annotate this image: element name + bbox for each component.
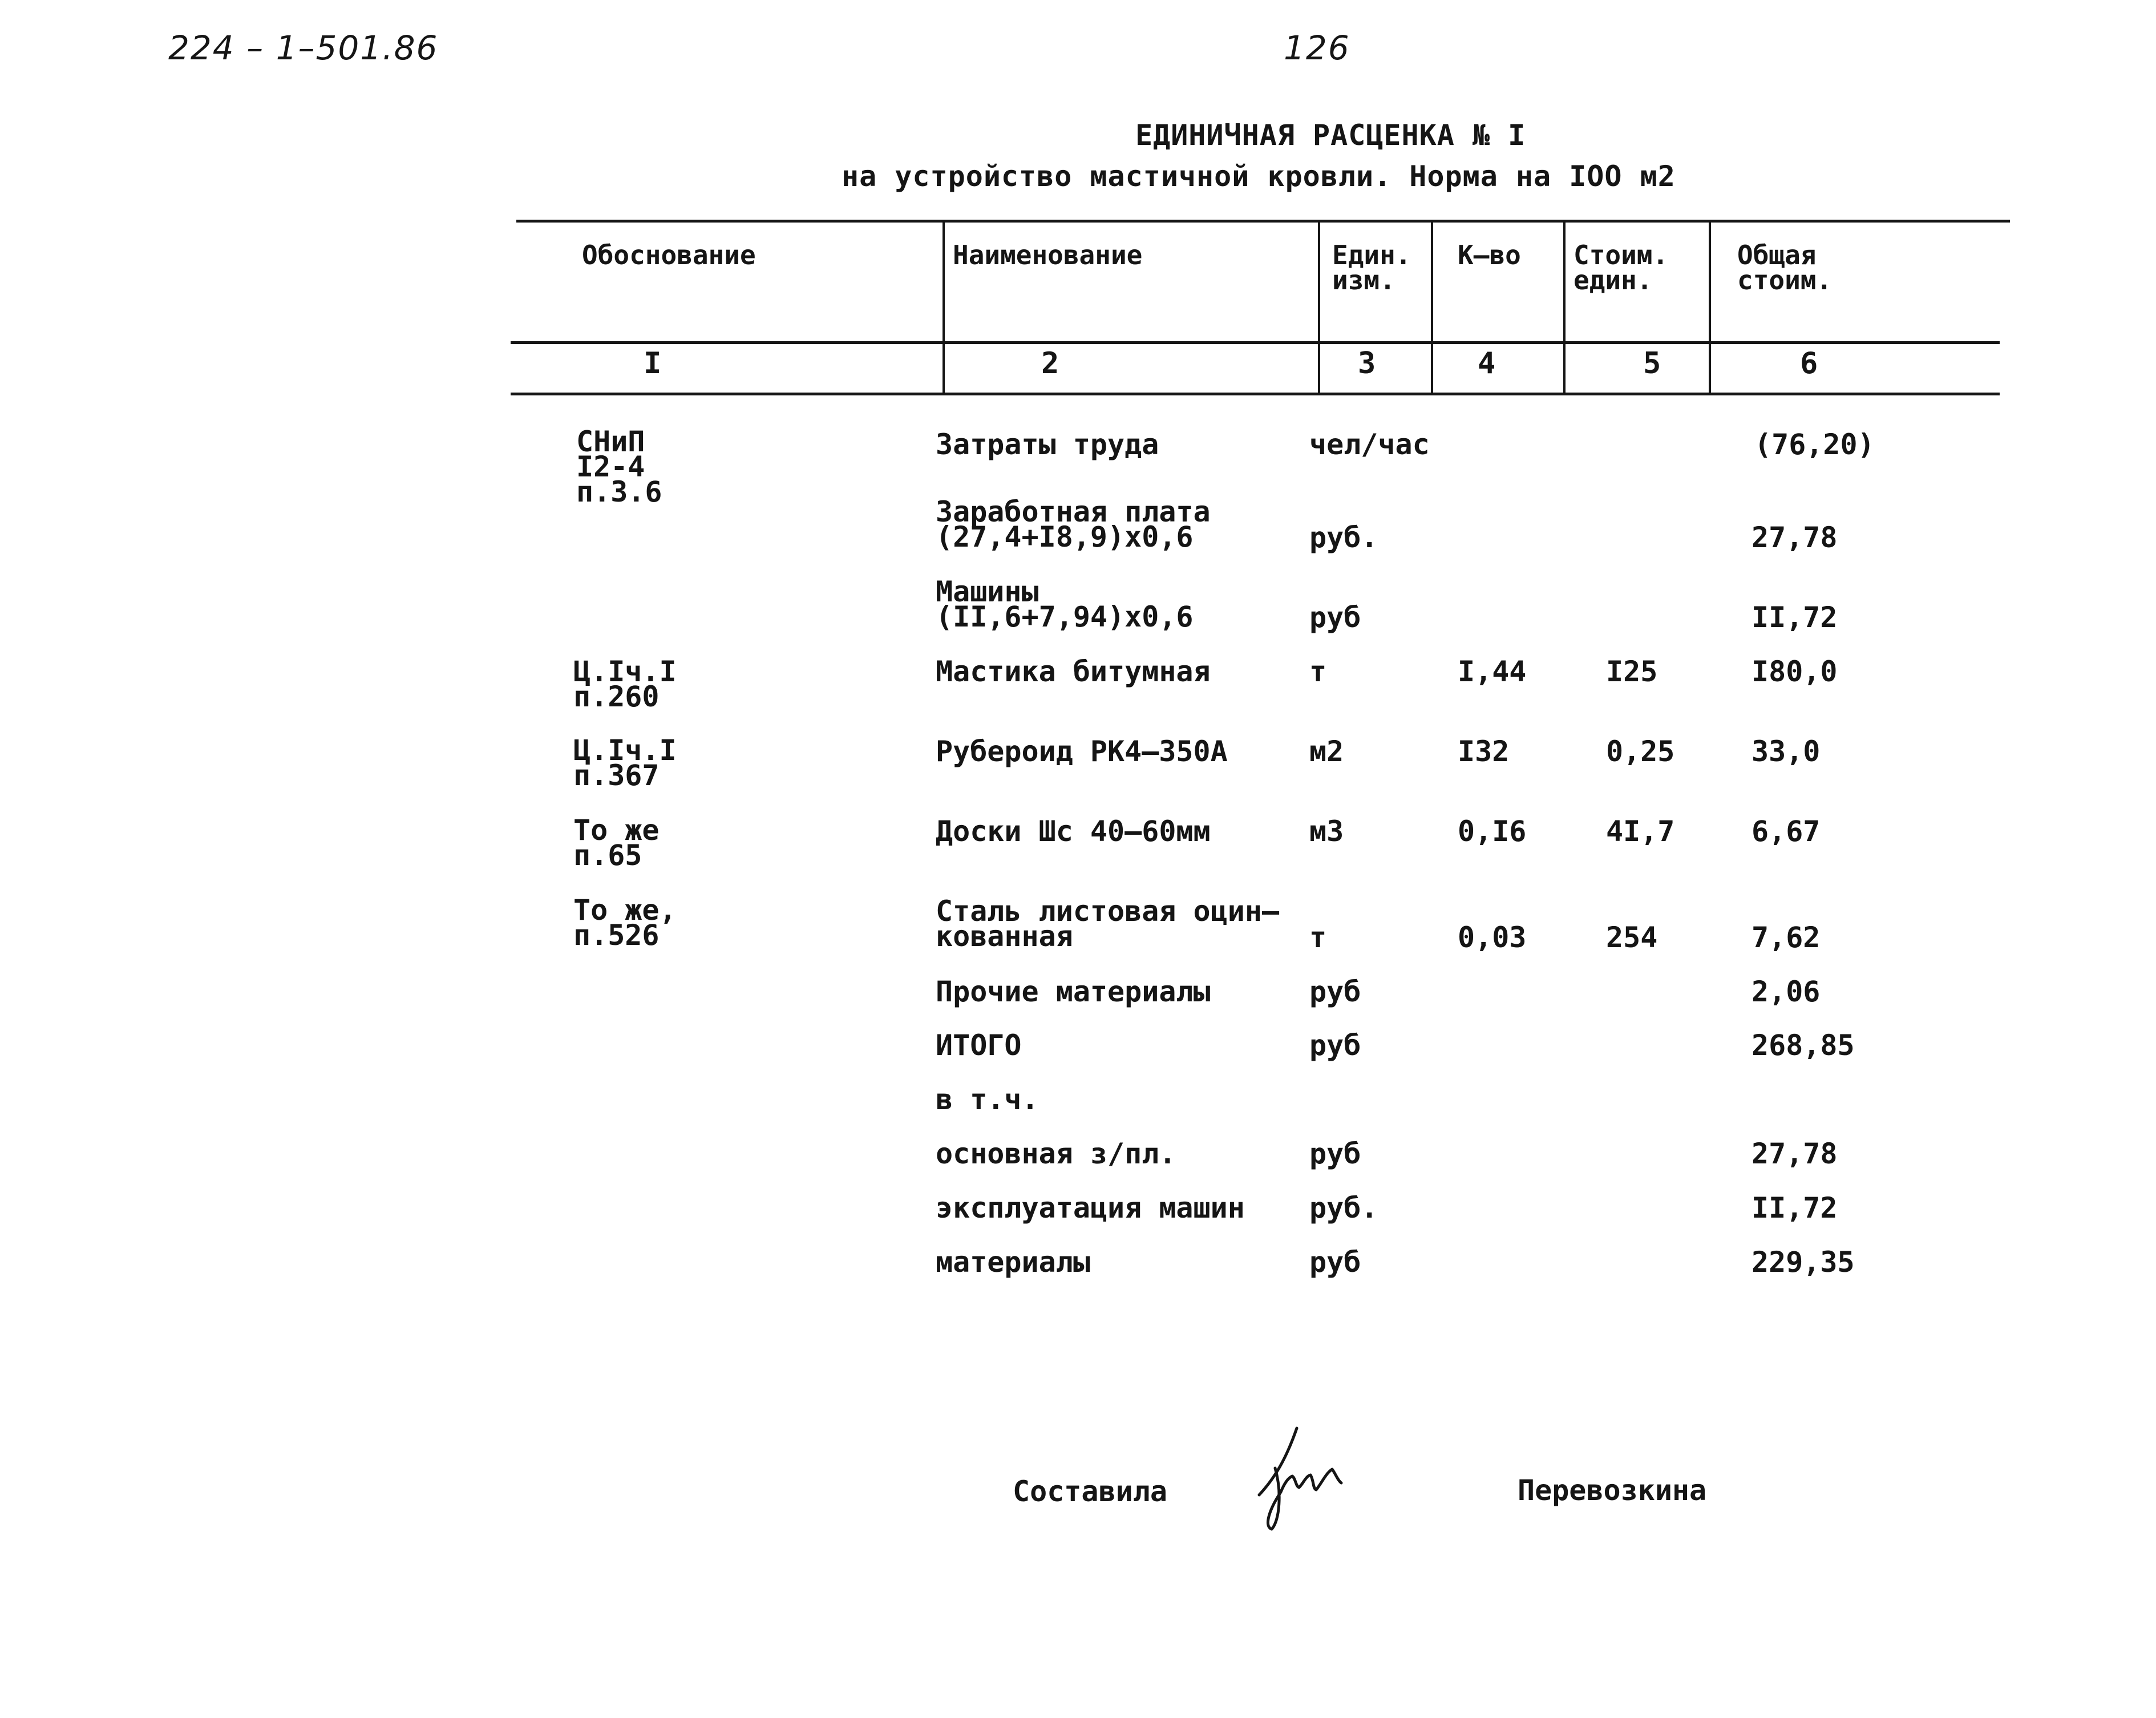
col-header-qty: К–во xyxy=(1458,240,1521,270)
row-unit: т xyxy=(1309,655,1327,688)
col-header-total-line1: Общая xyxy=(1737,240,1817,270)
col-number: 2 xyxy=(1041,346,1059,381)
row-unit: руб xyxy=(1309,975,1361,1008)
col-header-price-line1: Стоим. xyxy=(1573,240,1669,270)
basis-line: То же, xyxy=(573,894,677,927)
col-header-basis: Обоснование xyxy=(582,240,756,270)
compiled-by-label: Составила xyxy=(1013,1475,1167,1508)
row-total: (76,20) xyxy=(1754,428,1875,461)
document-subtitle: на устройство мастичной кровли. Норма на IОО м2 xyxy=(842,160,1676,193)
basis-line: п.526 xyxy=(573,919,660,952)
row-name: эксплуатация машин xyxy=(936,1191,1245,1224)
row-unit: руб. xyxy=(1309,1191,1378,1224)
row-qty: I32 xyxy=(1458,735,1510,768)
col-header-name: Наименование xyxy=(953,240,1143,270)
page-number: 126 xyxy=(1284,29,1350,67)
row-basis xyxy=(573,655,677,713)
row-total: 2,06 xyxy=(1752,975,1821,1008)
row-basis xyxy=(576,425,662,508)
basis-line: п.367 xyxy=(573,759,660,792)
basis-line: Ц.Iч.I xyxy=(573,734,677,767)
row-price: 4I,7 xyxy=(1606,815,1675,848)
col-number: 6 xyxy=(1800,346,1818,381)
row-price: 0,25 xyxy=(1606,735,1675,768)
col-number: 5 xyxy=(1643,346,1661,381)
name-line: кованная xyxy=(936,920,1073,953)
row-total: 7,62 xyxy=(1752,921,1821,954)
row-unit: руб. xyxy=(1309,521,1378,554)
col-number: 3 xyxy=(1358,346,1376,381)
row-qty: I,44 xyxy=(1458,655,1527,688)
name-line: (II,6+7,94)х0,6 xyxy=(936,600,1194,633)
basis-line: Ц.Iч.I xyxy=(573,655,677,688)
row-name: Прочие материалы xyxy=(936,975,1211,1008)
basis-line: I2-4 xyxy=(576,450,645,483)
row-total: II,72 xyxy=(1752,601,1838,634)
row-total: 268,85 xyxy=(1752,1029,1855,1062)
row-unit: руб xyxy=(1309,1137,1361,1170)
row-name: в т.ч. xyxy=(936,1083,1039,1116)
row-price: 254 xyxy=(1606,921,1658,954)
row-price: I25 xyxy=(1606,655,1658,688)
row-total: 27,78 xyxy=(1752,521,1838,554)
row-unit: м3 xyxy=(1309,815,1344,848)
column-divider xyxy=(943,223,945,394)
col-header-unit-line1: Един. xyxy=(1332,240,1411,270)
row-name: основная з/пл. xyxy=(936,1137,1176,1170)
row-basis xyxy=(573,734,677,792)
name-line: Машины xyxy=(936,575,1039,608)
table-top-rule xyxy=(516,220,2010,223)
row-basis xyxy=(573,894,677,952)
row-name xyxy=(936,575,1194,633)
row-name: Мастика битумная xyxy=(936,655,1211,688)
basis-line: То же xyxy=(573,814,660,847)
document-code: 224 – 1–501.86 xyxy=(168,29,439,67)
row-unit: м2 xyxy=(1309,735,1344,768)
row-name: ИТОГО xyxy=(936,1029,1022,1062)
row-total: 27,78 xyxy=(1752,1137,1838,1170)
column-divider xyxy=(1563,223,1566,394)
name-line: (27,4+I8,9)х0,6 xyxy=(936,520,1194,553)
row-name xyxy=(936,495,1211,553)
col-header-unit-line2: изм. xyxy=(1332,265,1395,296)
header-number-rule xyxy=(511,341,2000,344)
col-header-total-line2: стоим. xyxy=(1737,265,1833,296)
col-header-total xyxy=(1737,240,1833,296)
row-qty: 0,I6 xyxy=(1458,815,1527,848)
basis-line: СНиП xyxy=(576,425,645,458)
row-total: II,72 xyxy=(1752,1191,1838,1224)
name-line: Сталь листовая оцин– xyxy=(936,895,1280,928)
row-total: I80,0 xyxy=(1752,655,1838,688)
row-basis xyxy=(573,814,660,872)
row-unit: руб xyxy=(1309,601,1361,634)
document-title: ЕДИНИЧНАЯ РАСЦЕНКА № I xyxy=(1135,119,1526,152)
col-header-price xyxy=(1573,240,1669,296)
row-qty: 0,03 xyxy=(1458,921,1527,954)
row-name: Затраты труда xyxy=(936,428,1159,461)
column-divider xyxy=(1709,223,1711,394)
column-divider xyxy=(1318,223,1320,394)
column-divider xyxy=(1431,223,1433,394)
row-name: материалы xyxy=(936,1246,1090,1279)
row-unit: т xyxy=(1309,921,1327,954)
basis-line: п.3.6 xyxy=(576,475,662,508)
row-name: Рубероид РК4–350А xyxy=(936,735,1228,768)
basis-line: п.260 xyxy=(573,680,660,713)
row-total: 6,67 xyxy=(1752,815,1821,848)
col-header-unit xyxy=(1332,240,1411,296)
row-unit: чел/час xyxy=(1309,428,1430,461)
col-header-price-line2: един. xyxy=(1573,265,1653,296)
row-unit: руб xyxy=(1309,1246,1361,1279)
row-name: Доски Шс 40–60мм xyxy=(936,815,1211,848)
col-number: 4 xyxy=(1478,346,1496,381)
handwritten-signature xyxy=(1247,1424,1361,1538)
row-total: 229,35 xyxy=(1752,1246,1855,1279)
name-line: Заработная плата xyxy=(936,495,1211,528)
row-unit: руб xyxy=(1309,1029,1361,1062)
compiler-name: Перевозкина xyxy=(1518,1474,1707,1507)
header-bottom-rule xyxy=(511,393,2000,395)
row-name xyxy=(936,895,1280,953)
row-total: 33,0 xyxy=(1752,735,1821,768)
col-number: I xyxy=(644,346,662,381)
basis-line: п.65 xyxy=(573,839,642,872)
